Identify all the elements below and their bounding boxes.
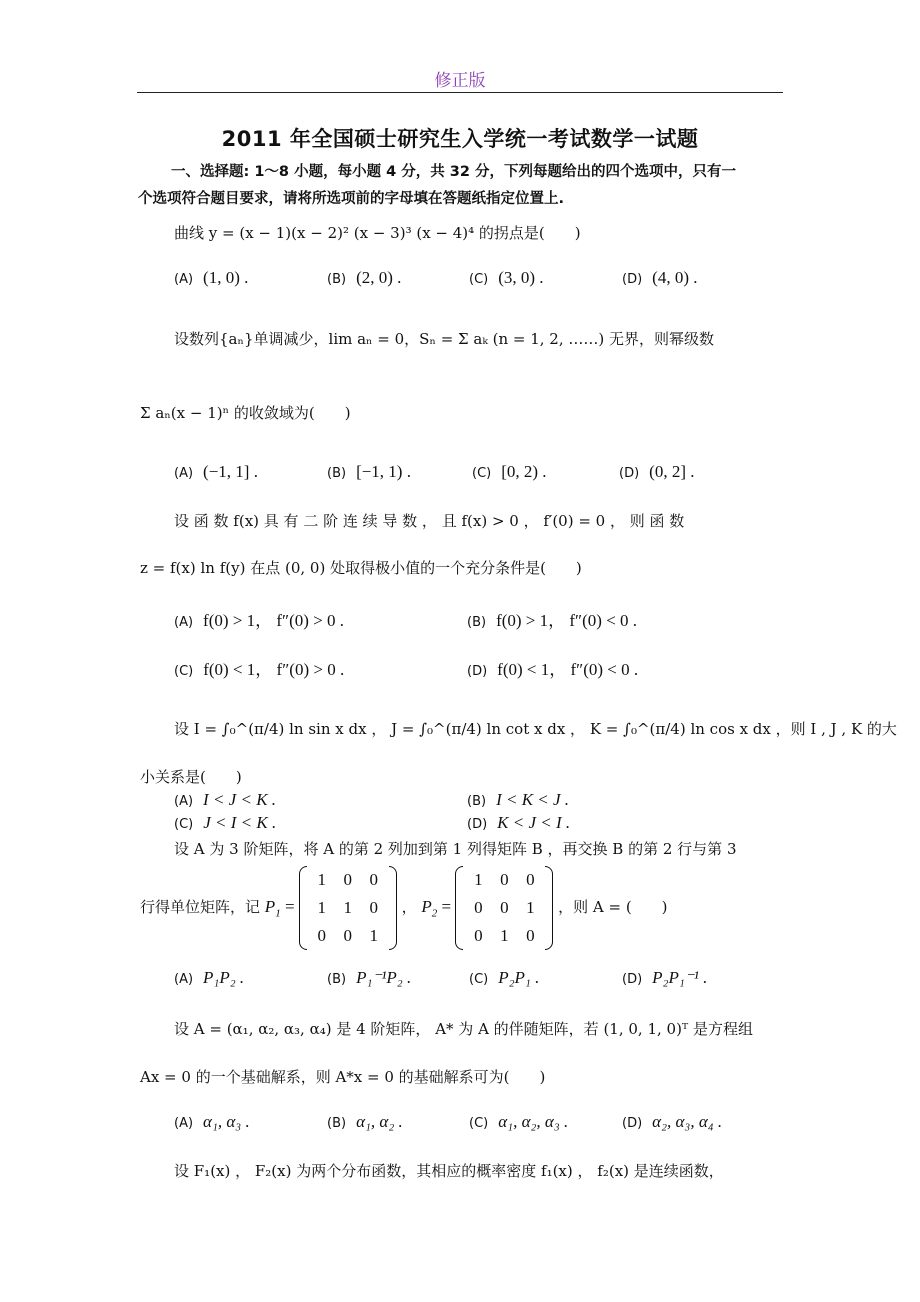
q1-option-d[interactable]: (D) (4, 0) . [622,268,698,287]
q5-stem-line1: 设 A 为 3 阶矩阵，将 A 的第 2 列加到第 1 列得矩阵 B ，再交换 B 的第 2 行与第 3 [174,840,737,858]
section-intro-text1: : 1～8 小题，每小题 4 分，共 32 分，下列每题给出的四个选项中，只有一 [243,164,737,180]
q4-option-a[interactable]: (A) I < J < K . [174,790,277,809]
q5-option-c[interactable]: (C) P₂P₁ . [469,968,540,987]
q6-stem-line1: 设 A = (α₁, α₂, α₃, α₄) 是 4 阶矩阵， A* 为 A 的伴随矩阵，若 (1, 0, 1, 0)ᵀ 是方程组 [174,1020,753,1038]
q6-option-d[interactable]: (D) α₂, α₃, α₄ . [622,1112,723,1131]
q5-stem-line2-prefix: 行得单位矩阵，记 [140,898,261,916]
q6-option-b[interactable]: (B) α₁, α₂ . [327,1112,403,1131]
q2-option-b[interactable]: (B) [−1, 1) . [327,462,411,481]
q2-stem-line1: 设数列{aₙ}单调减少，lim aₙ = 0，Sₙ = Σ aₖ (n = 1, 2, ……) 无界，则幂级数 [174,330,715,348]
q5-matrix-p1: 1 0 0 1 1 0 0 0 1 [299,866,397,950]
header-rule [137,92,783,93]
q1-option-a[interactable]: (A) (1, 0) . [174,268,249,287]
q4-option-d[interactable]: (D) K < J < I . [467,813,571,832]
q6-stem-line2: Ax = 0 的一个基础解系，则 A*x = 0 的基础解系可为( ) [140,1068,546,1086]
q5-stem-line2: 行得单位矩阵，记 $P_1$ = 1 0 0 1 1 0 0 0 1 ， $P_2$ = 1 0 0 0 0 1 0 1 0 ，则 A = ( ) [140,866,668,950]
q4-stem-line1: 设 I = ∫₀^(π/4) ln sin x dx ， J = ∫₀^(π/4) ln cot x dx ， K = ∫₀^(π/4) ln cos x dx ，则 I , J , K 的大 [174,720,897,738]
q2-option-c[interactable]: (C) [0, 2) . [472,462,547,481]
q6-option-c[interactable]: (C) α₁, α₂, α₃ . [469,1112,569,1131]
q5-stem-line2-suffix: ，则 A = ( ) [558,898,668,916]
q2-option-d[interactable]: (D) (0, 2] . [619,462,695,481]
q3-stem-line2: z = f(x) ln f(y) 在点 (0, 0) 处取得极小值的一个充分条件是( ) [140,559,582,577]
q5-option-d[interactable]: (D) P₂P₁⁻¹ . [622,968,708,987]
q1-option-c[interactable]: (C) (3, 0) . [469,268,544,287]
q1-stem: 曲线 y = (x − 1)(x − 2)² (x − 3)³ (x − 4)⁴ 的拐点是( ) [174,224,581,242]
q4-option-b[interactable]: (B) I < K < J . [467,790,570,809]
q5-option-b[interactable]: (B) P₁⁻¹P₂ . [327,968,412,987]
q5-p2-symbol: $P_2$ [421,897,438,920]
q3-option-d[interactable]: (D) f(0) < 1， f″(0) < 0 . [467,660,639,679]
q4-stem-line2: 小关系是( ) [140,768,242,786]
q7-stem-line1: 设 F₁(x) ， F₂(x) 为两个分布函数，其相应的概率密度 f₁(x) ， f₂(x) 是连续函数， [174,1162,724,1180]
section-heading: 一、选择题 [171,164,244,180]
q4-option-c[interactable]: (C) J < I < K . [174,813,277,832]
section-intro-line2: 个选项符合题目要求，请将所选项前的字母填在答题纸指定位置上. [138,191,565,207]
q2-stem-line2: Σ aₙ(x − 1)ⁿ 的收敛域为( ) [140,404,351,422]
q3-stem-line1: 设 函 数 f(x) 具 有 二 阶 连 续 导 数 ， 且 f(x) > 0 ， f′(0) = 0 ， 则 函 数 [174,512,685,530]
q5-option-a[interactable]: (A) P₁P₂ . [174,968,245,987]
q1-option-b[interactable]: (B) (2, 0) . [327,268,402,287]
page-title: 2011 年全国硕士研究生入学统一考试数学一试题 [221,127,699,151]
q5-p1-symbol: $P_1$ [264,897,281,920]
watermark-header: 修正版 [434,71,486,91]
q3-option-a[interactable]: (A) f(0) > 1， f″(0) > 0 . [174,611,345,630]
q3-option-c[interactable]: (C) f(0) < 1， f″(0) > 0 . [174,660,345,679]
section-intro-line1 [171,160,736,181]
q3-option-b[interactable]: (B) f(0) > 1， f″(0) < 0 . [467,611,638,630]
q6-option-a[interactable]: (A) α₁, α₃ . [174,1112,250,1131]
q2-option-a[interactable]: (A) (−1, 1] . [174,462,258,481]
q5-matrix-p2: 1 0 0 0 0 1 0 1 0 [455,866,553,950]
